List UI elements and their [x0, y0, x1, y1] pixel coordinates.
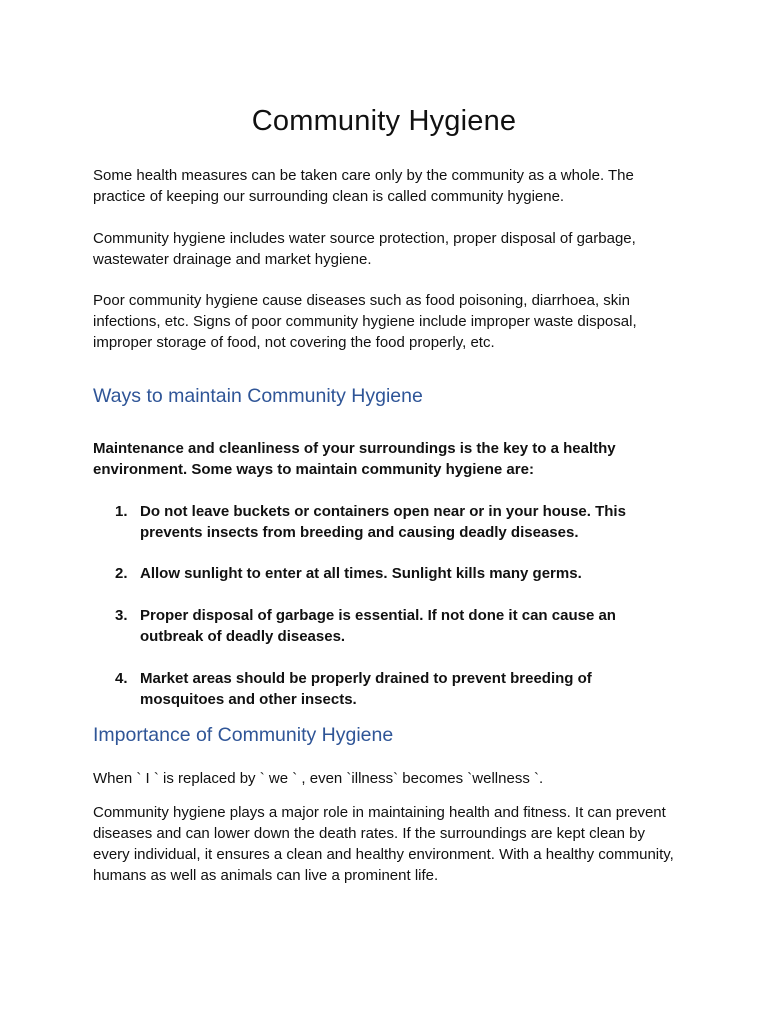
intro-paragraph-1: Some health measures can be taken care only by the community as a whole. The practice of keeping our surrounding clean is called community hygiene. [93, 167, 634, 205]
section-heading-importance: Importance of Community Hygiene [93, 724, 394, 746]
importance-quote: When ` I ` is replaced by ` we ` , even `illness` becomes `wellness `. [93, 770, 544, 787]
list-number: 1. [115, 503, 128, 520]
ways-intro-paragraph: Maintenance and cleanliness of your surroundings is the key to a healthy environment. Some ways to maintain community hygiene are: [93, 440, 616, 478]
list-item-text: Do not leave buckets or containers open near or in your house. This prevents insects from breeding and causing deadly diseases. [140, 503, 626, 541]
intro-paragraph-3: Poor community hygiene cause diseases such as food poisoning, diarrhoea, skin infections, etc. Signs of poor community hygiene include improper waste disposal, improper storage of food, not covering the food properly, etc. [93, 292, 637, 351]
document-title: Community Hygiene [251, 105, 517, 138]
list-item-4 [115, 668, 655, 710]
list-number: 4. [115, 670, 128, 687]
list-item-text: Market areas should be properly drained to prevent breeding of mosquitoes and other insects. [140, 670, 592, 708]
list-number: 2. [115, 565, 128, 582]
list-number: 3. [115, 607, 128, 624]
list-item-2 [115, 563, 655, 584]
list-item-text: Proper disposal of garbage is essential. If not done it can cause an outbreak of deadly diseases. [140, 607, 616, 645]
importance-body-paragraph: Community hygiene plays a major role in maintaining health and fitness. It can prevent diseases and can lower down the death rates. If the surroundings are kept clean by every individual, it ensures a clean and healthy environment. With a healthy community, humans as well as animals can live a prominent life. [93, 804, 674, 884]
list-item-3 [115, 605, 655, 647]
intro-paragraph-2: Community hygiene includes water source protection, proper disposal of garbage, wastewater drainage and market hygiene. [93, 230, 636, 268]
section-heading-ways: Ways to maintain Community Hygiene [93, 385, 423, 407]
list-item-text: Allow sunlight to enter at all times. Sunlight kills many germs. [140, 565, 582, 582]
list-item-1 [115, 501, 655, 543]
